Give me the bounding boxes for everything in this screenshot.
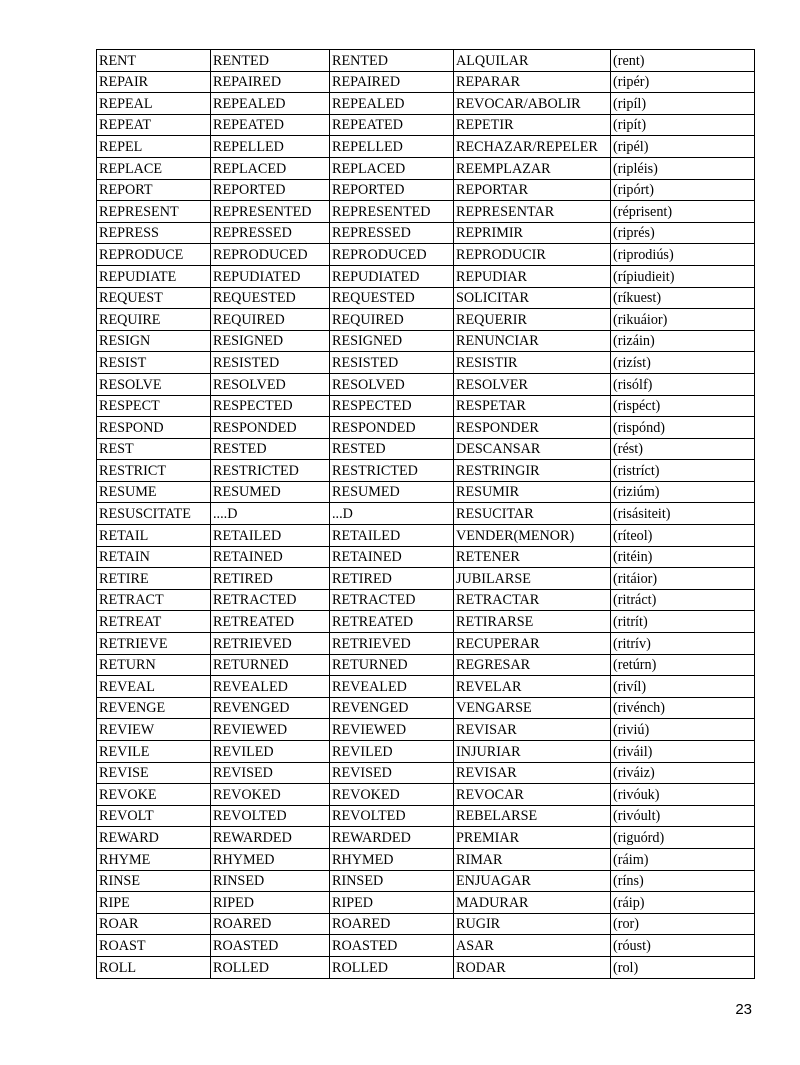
past-participle-cell: RETRIEVED	[330, 633, 454, 655]
table-row	[97, 935, 755, 957]
pronunciation-cell: (ripléis)	[611, 157, 755, 179]
past-simple-cell: RESTRICTED	[211, 460, 330, 482]
pronunciation-cell: (rizíst)	[611, 352, 755, 374]
pronunciation-cell: (réprisent)	[611, 201, 755, 223]
past-simple-cell: REVIEWED	[211, 719, 330, 741]
base-form-cell: ROAR	[97, 913, 211, 935]
table-row	[97, 222, 755, 244]
base-form-cell: RESUSCITATE	[97, 503, 211, 525]
spanish-translation-cell: REBELARSE	[454, 805, 611, 827]
table-row	[97, 719, 755, 741]
table-row	[97, 676, 755, 698]
base-form-cell: REST	[97, 438, 211, 460]
base-form-cell: RETIRE	[97, 568, 211, 590]
pronunciation-cell: (ráim)	[611, 848, 755, 870]
spanish-translation-cell: REVISAR	[454, 719, 611, 741]
past-simple-cell: ROARED	[211, 913, 330, 935]
past-participle-cell: REPELLED	[330, 136, 454, 158]
table-row	[97, 827, 755, 849]
spanish-translation-cell: REPRIMIR	[454, 222, 611, 244]
past-participle-cell: RESTED	[330, 438, 454, 460]
spanish-translation-cell: REQUERIR	[454, 309, 611, 331]
table-row	[97, 892, 755, 914]
table-row	[97, 481, 755, 503]
base-form-cell: REPEAL	[97, 93, 211, 115]
pronunciation-cell: (riprés)	[611, 222, 755, 244]
spanish-translation-cell: RESPONDER	[454, 417, 611, 439]
spanish-translation-cell: RESUMIR	[454, 481, 611, 503]
pronunciation-cell: (rispónd)	[611, 417, 755, 439]
past-simple-cell: RETIRED	[211, 568, 330, 590]
pronunciation-cell: (rikuáior)	[611, 309, 755, 331]
verb-table-body	[97, 50, 755, 979]
past-participle-cell: REVIEWED	[330, 719, 454, 741]
base-form-cell: REPLACE	[97, 157, 211, 179]
base-form-cell: ROLL	[97, 956, 211, 978]
past-participle-cell: RESISTED	[330, 352, 454, 374]
spanish-translation-cell: ENJUAGAR	[454, 870, 611, 892]
past-simple-cell: RESPECTED	[211, 395, 330, 417]
spanish-translation-cell: RENUNCIAR	[454, 330, 611, 352]
spanish-translation-cell: REPORTAR	[454, 179, 611, 201]
base-form-cell: RENT	[97, 50, 211, 72]
base-form-cell: REVEAL	[97, 676, 211, 698]
pronunciation-cell: (ríkuest)	[611, 287, 755, 309]
base-form-cell: RESPOND	[97, 417, 211, 439]
pronunciation-cell: (ripíl)	[611, 93, 755, 115]
past-simple-cell: REPEALED	[211, 93, 330, 115]
pronunciation-cell: (ríns)	[611, 870, 755, 892]
past-simple-cell: RIPED	[211, 892, 330, 914]
table-row	[97, 525, 755, 547]
past-participle-cell: REPEALED	[330, 93, 454, 115]
spanish-translation-cell: RESPETAR	[454, 395, 611, 417]
past-simple-cell: RESIGNED	[211, 330, 330, 352]
spanish-translation-cell: MADURAR	[454, 892, 611, 914]
past-participle-cell: REPORTED	[330, 179, 454, 201]
past-simple-cell: REVOKED	[211, 784, 330, 806]
table-row	[97, 784, 755, 806]
spanish-translation-cell: RESOLVER	[454, 373, 611, 395]
past-simple-cell: ....D	[211, 503, 330, 525]
past-participle-cell: RINSED	[330, 870, 454, 892]
past-simple-cell: REPAIRED	[211, 71, 330, 93]
spanish-translation-cell: PREMIAR	[454, 827, 611, 849]
table-row	[97, 870, 755, 892]
base-form-cell: RETURN	[97, 654, 211, 676]
base-form-cell: REPAIR	[97, 71, 211, 93]
spanish-translation-cell: RESUCITAR	[454, 503, 611, 525]
pronunciation-cell: (rispéct)	[611, 395, 755, 417]
base-form-cell: REPUDIATE	[97, 265, 211, 287]
base-form-cell: REPORT	[97, 179, 211, 201]
spanish-translation-cell: REVELAR	[454, 676, 611, 698]
past-participle-cell: RHYMED	[330, 848, 454, 870]
base-form-cell: RHYME	[97, 848, 211, 870]
past-participle-cell: REPAIRED	[330, 71, 454, 93]
pronunciation-cell: (ritrít)	[611, 611, 755, 633]
pronunciation-cell: (ripér)	[611, 71, 755, 93]
base-form-cell: RETAIN	[97, 546, 211, 568]
pronunciation-cell: (ritáior)	[611, 568, 755, 590]
table-row	[97, 654, 755, 676]
spanish-translation-cell: INJURIAR	[454, 741, 611, 763]
past-participle-cell: RESPONDED	[330, 417, 454, 439]
past-simple-cell: RESTED	[211, 438, 330, 460]
pronunciation-cell: (rivóuk)	[611, 784, 755, 806]
past-simple-cell: RETRACTED	[211, 589, 330, 611]
base-form-cell: RESIST	[97, 352, 211, 374]
base-form-cell: RETAIL	[97, 525, 211, 547]
past-participle-cell: REQUIRED	[330, 309, 454, 331]
past-participle-cell: REPLACED	[330, 157, 454, 179]
table-row	[97, 697, 755, 719]
pronunciation-cell: (risólf)	[611, 373, 755, 395]
pronunciation-cell: (rivénch)	[611, 697, 755, 719]
spanish-translation-cell: REGRESAR	[454, 654, 611, 676]
table-row	[97, 741, 755, 763]
spanish-translation-cell: REVOCAR/ABOLIR	[454, 93, 611, 115]
base-form-cell: RIPE	[97, 892, 211, 914]
pronunciation-cell: (ríteol)	[611, 525, 755, 547]
pronunciation-cell: (ror)	[611, 913, 755, 935]
pronunciation-cell: (ripórt)	[611, 179, 755, 201]
base-form-cell: RESUME	[97, 481, 211, 503]
past-participle-cell: REVEALED	[330, 676, 454, 698]
table-row	[97, 589, 755, 611]
table-row	[97, 503, 755, 525]
table-row	[97, 352, 755, 374]
spanish-translation-cell: RESISTIR	[454, 352, 611, 374]
past-simple-cell: REVEALED	[211, 676, 330, 698]
past-simple-cell: REWARDED	[211, 827, 330, 849]
base-form-cell: REPEL	[97, 136, 211, 158]
past-participle-cell: RESTRICTED	[330, 460, 454, 482]
past-simple-cell: RESOLVED	[211, 373, 330, 395]
spanish-translation-cell: RIMAR	[454, 848, 611, 870]
spanish-translation-cell: ALQUILAR	[454, 50, 611, 72]
spanish-translation-cell: REVOCAR	[454, 784, 611, 806]
past-simple-cell: RETREATED	[211, 611, 330, 633]
spanish-translation-cell: RODAR	[454, 956, 611, 978]
past-participle-cell: RETAILED	[330, 525, 454, 547]
past-participle-cell: RESUMED	[330, 481, 454, 503]
spanish-translation-cell: VENGARSE	[454, 697, 611, 719]
past-participle-cell: ROLLED	[330, 956, 454, 978]
past-participle-cell: RESPECTED	[330, 395, 454, 417]
pronunciation-cell: (rípiudieit)	[611, 265, 755, 287]
pronunciation-cell: (riguórd)	[611, 827, 755, 849]
pronunciation-cell: (rivóult)	[611, 805, 755, 827]
table-row	[97, 309, 755, 331]
past-participle-cell: RETIRED	[330, 568, 454, 590]
past-participle-cell: RENTED	[330, 50, 454, 72]
spanish-translation-cell: REPRESENTAR	[454, 201, 611, 223]
table-row	[97, 395, 755, 417]
base-form-cell: REVISE	[97, 762, 211, 784]
table-row	[97, 611, 755, 633]
pronunciation-cell: (ritráct)	[611, 589, 755, 611]
base-form-cell: RETRACT	[97, 589, 211, 611]
pronunciation-cell: (ristríct)	[611, 460, 755, 482]
table-row	[97, 848, 755, 870]
base-form-cell: REPRESS	[97, 222, 211, 244]
past-simple-cell: REVILED	[211, 741, 330, 763]
pronunciation-cell: (ritéin)	[611, 546, 755, 568]
past-participle-cell: REVENGED	[330, 697, 454, 719]
pronunciation-cell: (riprodiús)	[611, 244, 755, 266]
pronunciation-cell: (rent)	[611, 50, 755, 72]
spanish-translation-cell: DESCANSAR	[454, 438, 611, 460]
table-row	[97, 157, 755, 179]
past-participle-cell: RIPED	[330, 892, 454, 914]
pronunciation-cell: (ripél)	[611, 136, 755, 158]
past-participle-cell: REWARDED	[330, 827, 454, 849]
past-simple-cell: REQUIRED	[211, 309, 330, 331]
base-form-cell: RETREAT	[97, 611, 211, 633]
past-participle-cell: ROASTED	[330, 935, 454, 957]
past-simple-cell: REPRODUCED	[211, 244, 330, 266]
past-participle-cell: REPUDIATED	[330, 265, 454, 287]
verb-table	[96, 49, 755, 979]
past-simple-cell: RINSED	[211, 870, 330, 892]
past-simple-cell: RETRIEVED	[211, 633, 330, 655]
past-participle-cell: RESIGNED	[330, 330, 454, 352]
spanish-translation-cell: REPUDIAR	[454, 265, 611, 287]
base-form-cell: REPRODUCE	[97, 244, 211, 266]
pronunciation-cell: (ráip)	[611, 892, 755, 914]
spanish-translation-cell: REEMPLAZAR	[454, 157, 611, 179]
spanish-translation-cell: JUBILARSE	[454, 568, 611, 590]
pronunciation-cell: (riviú)	[611, 719, 755, 741]
base-form-cell: RESOLVE	[97, 373, 211, 395]
past-participle-cell: REPEATED	[330, 114, 454, 136]
table-row	[97, 805, 755, 827]
table-row	[97, 460, 755, 482]
past-participle-cell: REVISED	[330, 762, 454, 784]
spanish-translation-cell: ASAR	[454, 935, 611, 957]
past-participle-cell: ...D	[330, 503, 454, 525]
past-simple-cell: REVENGED	[211, 697, 330, 719]
table-row	[97, 956, 755, 978]
pronunciation-cell: (rivíl)	[611, 676, 755, 698]
base-form-cell: RESTRICT	[97, 460, 211, 482]
spanish-translation-cell: RESTRINGIR	[454, 460, 611, 482]
base-form-cell: REPRESENT	[97, 201, 211, 223]
base-form-cell: RESIGN	[97, 330, 211, 352]
pronunciation-cell: (róust)	[611, 935, 755, 957]
pronunciation-cell: (riváil)	[611, 741, 755, 763]
past-participle-cell: RETAINED	[330, 546, 454, 568]
past-simple-cell: RETAINED	[211, 546, 330, 568]
base-form-cell: REVIEW	[97, 719, 211, 741]
past-participle-cell: REPRESENTED	[330, 201, 454, 223]
base-form-cell: RINSE	[97, 870, 211, 892]
table-row	[97, 265, 755, 287]
table-row	[97, 373, 755, 395]
base-form-cell: REVOKE	[97, 784, 211, 806]
base-form-cell: RETRIEVE	[97, 633, 211, 655]
pronunciation-cell: (ritrív)	[611, 633, 755, 655]
spanish-translation-cell: RETRACTAR	[454, 589, 611, 611]
table-row	[97, 633, 755, 655]
base-form-cell: REVENGE	[97, 697, 211, 719]
past-participle-cell: REVOKED	[330, 784, 454, 806]
table-row	[97, 201, 755, 223]
past-simple-cell: RESUMED	[211, 481, 330, 503]
past-participle-cell: ROARED	[330, 913, 454, 935]
past-simple-cell: RESISTED	[211, 352, 330, 374]
spanish-translation-cell: REPRODUCIR	[454, 244, 611, 266]
table-row	[97, 244, 755, 266]
past-simple-cell: REPUDIATED	[211, 265, 330, 287]
past-simple-cell: ROLLED	[211, 956, 330, 978]
past-simple-cell: REPORTED	[211, 179, 330, 201]
past-participle-cell: REVOLTED	[330, 805, 454, 827]
table-row	[97, 50, 755, 72]
past-simple-cell: RETURNED	[211, 654, 330, 676]
past-participle-cell: REQUESTED	[330, 287, 454, 309]
pronunciation-cell: (rol)	[611, 956, 755, 978]
pronunciation-cell: (rést)	[611, 438, 755, 460]
table-row	[97, 417, 755, 439]
base-form-cell: REWARD	[97, 827, 211, 849]
past-participle-cell: REVILED	[330, 741, 454, 763]
base-form-cell: RESPECT	[97, 395, 211, 417]
spanish-translation-cell: REPARAR	[454, 71, 611, 93]
past-simple-cell: RETAILED	[211, 525, 330, 547]
table-row	[97, 762, 755, 784]
spanish-translation-cell: SOLICITAR	[454, 287, 611, 309]
past-simple-cell: REQUESTED	[211, 287, 330, 309]
table-row	[97, 71, 755, 93]
spanish-translation-cell: RECHAZAR/REPELER	[454, 136, 611, 158]
past-simple-cell: REVISED	[211, 762, 330, 784]
past-simple-cell: RHYMED	[211, 848, 330, 870]
past-simple-cell: REPRESSED	[211, 222, 330, 244]
spanish-translation-cell: REPETIR	[454, 114, 611, 136]
pronunciation-cell: (riváiz)	[611, 762, 755, 784]
table-row	[97, 438, 755, 460]
past-participle-cell: REPRODUCED	[330, 244, 454, 266]
past-simple-cell: REPEATED	[211, 114, 330, 136]
past-simple-cell: REPRESENTED	[211, 201, 330, 223]
base-form-cell: REVILE	[97, 741, 211, 763]
past-simple-cell: REPLACED	[211, 157, 330, 179]
past-participle-cell: RETRACTED	[330, 589, 454, 611]
base-form-cell: REPEAT	[97, 114, 211, 136]
pronunciation-cell: (risásiteit)	[611, 503, 755, 525]
base-form-cell: ROAST	[97, 935, 211, 957]
table-row	[97, 93, 755, 115]
pronunciation-cell: (retúrn)	[611, 654, 755, 676]
past-simple-cell: REPELLED	[211, 136, 330, 158]
spanish-translation-cell: RECUPERAR	[454, 633, 611, 655]
base-form-cell: REVOLT	[97, 805, 211, 827]
base-form-cell: REQUIRE	[97, 309, 211, 331]
table-row	[97, 287, 755, 309]
table-row	[97, 568, 755, 590]
spanish-translation-cell: VENDER(MENOR)	[454, 525, 611, 547]
table-row	[97, 913, 755, 935]
past-simple-cell: RESPONDED	[211, 417, 330, 439]
base-form-cell: REQUEST	[97, 287, 211, 309]
spanish-translation-cell: REVISAR	[454, 762, 611, 784]
table-row	[97, 114, 755, 136]
table-row	[97, 330, 755, 352]
past-simple-cell: ROASTED	[211, 935, 330, 957]
past-simple-cell: REVOLTED	[211, 805, 330, 827]
table-row	[97, 546, 755, 568]
past-participle-cell: REPRESSED	[330, 222, 454, 244]
pronunciation-cell: (ripít)	[611, 114, 755, 136]
past-participle-cell: RESOLVED	[330, 373, 454, 395]
spanish-translation-cell: RUGIR	[454, 913, 611, 935]
table-row	[97, 179, 755, 201]
table-row	[97, 136, 755, 158]
past-simple-cell: RENTED	[211, 50, 330, 72]
pronunciation-cell: (rizáin)	[611, 330, 755, 352]
spanish-translation-cell: RETENER	[454, 546, 611, 568]
spanish-translation-cell: RETIRARSE	[454, 611, 611, 633]
page-number: 23	[735, 1001, 752, 1018]
pronunciation-cell: (riziúm)	[611, 481, 755, 503]
past-participle-cell: RETREATED	[330, 611, 454, 633]
past-participle-cell: RETURNED	[330, 654, 454, 676]
